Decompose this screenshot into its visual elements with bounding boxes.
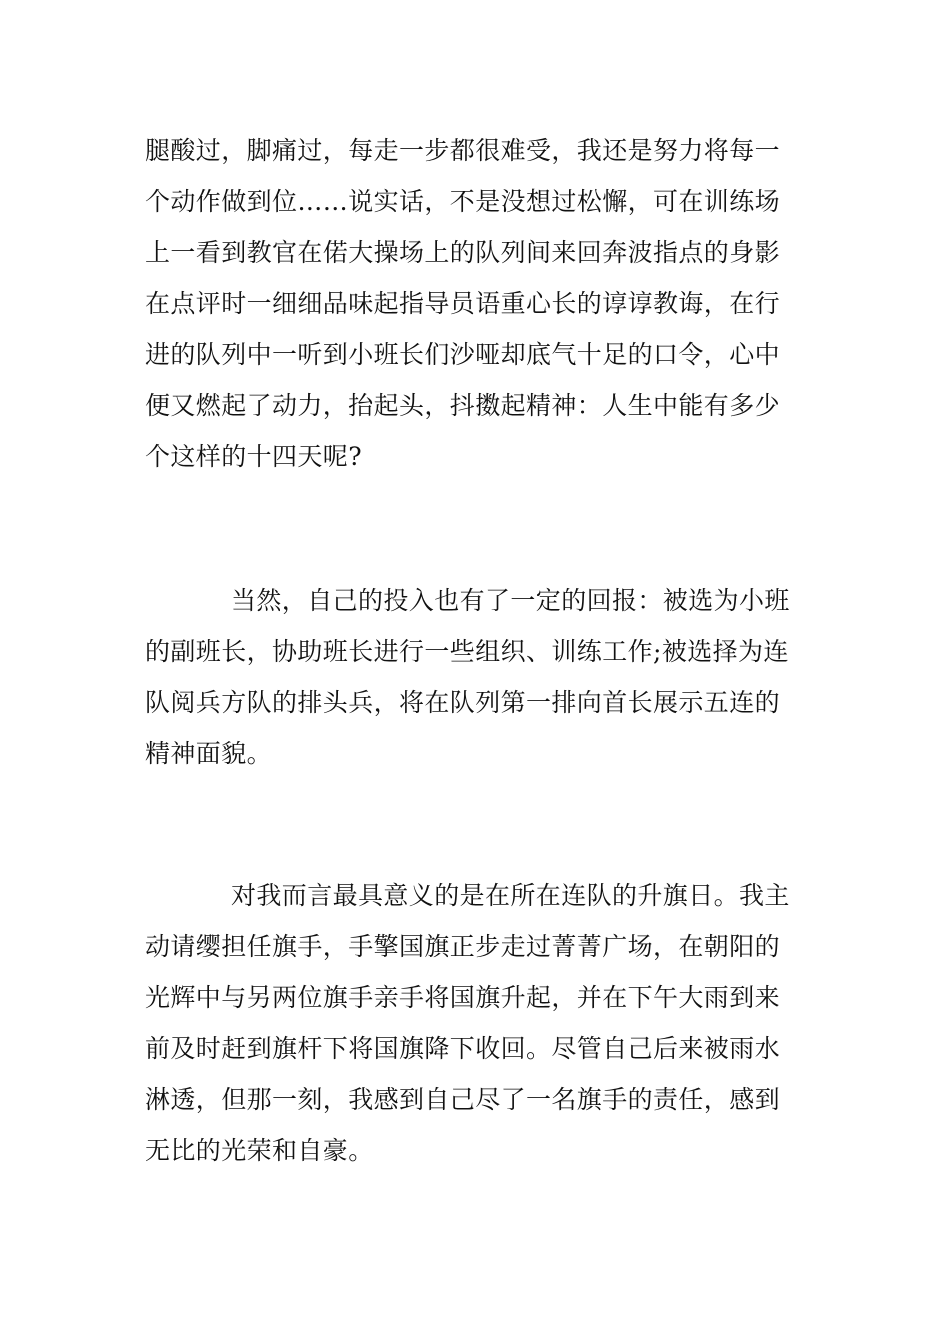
text-line: 动请缨担任旗手，手擎国旗正步走过菁菁广场，在朝阳的 (145, 932, 781, 961)
text-line: 便又燃起了动力，抬起头，抖擞起精神：人生中能有多少 (145, 391, 781, 420)
text-line: 个这样的十四天呢? (145, 442, 363, 471)
text-line: 当然，自己的投入也有了一定的回报：被选为小班 (231, 586, 790, 615)
text-line: 对我而言最具意义的是在所在连队的升旗日。我主 (231, 881, 790, 910)
text-line: 前及时赶到旗杆下将国旗降下收回。尽管自己后来被雨水 (145, 1034, 781, 1063)
text-line: 队阅兵方队的排头兵，将在队列第一排向首长展示五连的 (145, 688, 781, 717)
paragraph-flag-raising (145, 870, 810, 1176)
text-line: 精神面貌。 (145, 739, 273, 768)
text-line: 在点评时一细细品味起指导员语重心长的谆谆教诲，在行 (145, 289, 781, 318)
text-line: 淋透，但那一刻，我感到自己尽了一名旗手的责任，感到 (145, 1085, 781, 1114)
text-line: 光辉中与另两位旗手亲手将国旗升起，并在下午大雨到来 (145, 983, 781, 1012)
paragraph-training-hardship (145, 125, 810, 482)
text-line: 无比的光荣和自豪。 (145, 1136, 374, 1165)
paragraph-reward (145, 575, 810, 779)
text-line: 的副班长，协助班长进行一些组织、训练工作;被选择为连 (145, 637, 789, 666)
text-line: 个动作做到位……说实话，不是没想过松懈，可在训练场 (145, 187, 781, 216)
text-line: 上一看到教官在偌大操场上的队列间来回奔波指点的身影 (145, 238, 781, 267)
text-line: 进的队列中一听到小班长们沙哑却底气十足的口令，心中 (145, 340, 781, 369)
text-line: 腿酸过，脚痛过，每走一步都很难受，我还是努力将每一 (145, 136, 781, 165)
